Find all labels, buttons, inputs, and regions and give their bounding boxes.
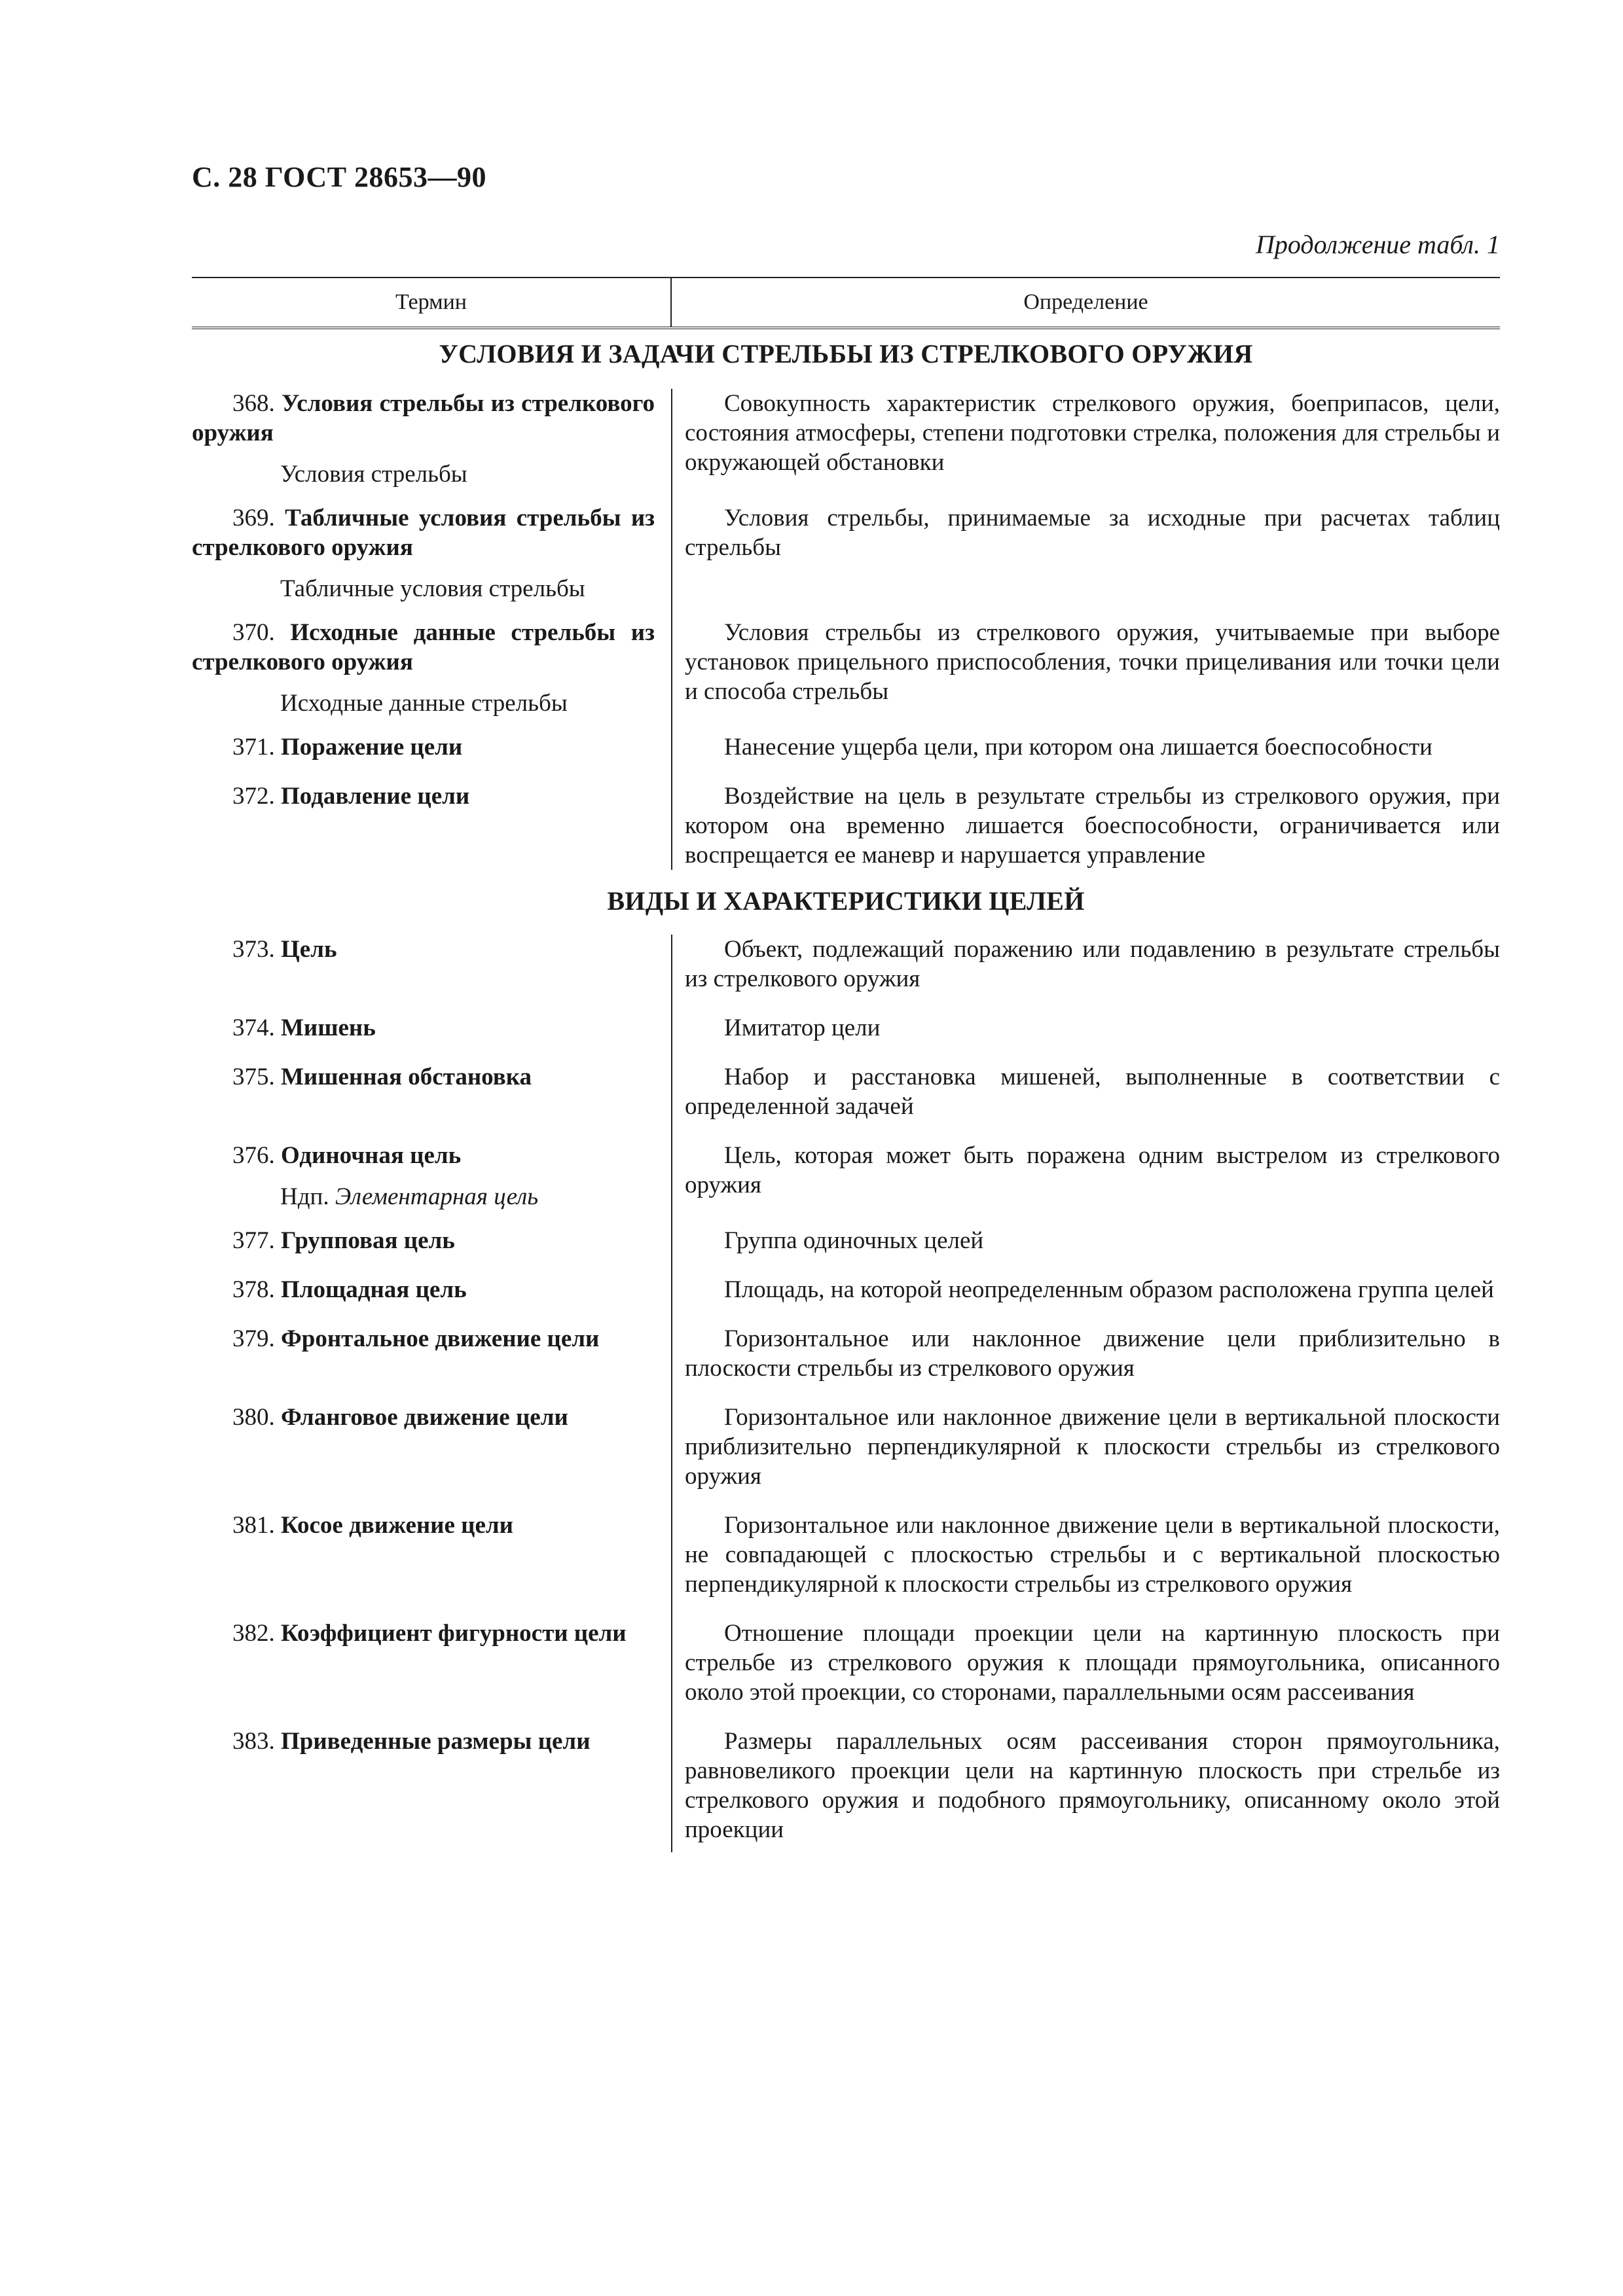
definition-cell bbox=[672, 389, 1500, 489]
deprecated-label: Ндп. bbox=[280, 1183, 329, 1210]
table-row bbox=[192, 1511, 1500, 1599]
definition-text: Воздействие на цель в результате стрельбы из стрелкового оружия, при котором она временно лишается боеспособности, ограничивается или воспрещается ее маневр и нарушается управление bbox=[685, 783, 1500, 869]
table-row bbox=[192, 618, 1500, 718]
term-cell bbox=[192, 1141, 672, 1211]
term-cell bbox=[192, 1013, 672, 1043]
term-name: Площадная цель bbox=[281, 1276, 467, 1303]
term-synonym: Условия стрельбы bbox=[280, 461, 467, 488]
definition-text: Цель, которая может быть поражена одним выстрелом из стрелкового оружия bbox=[685, 1142, 1500, 1198]
term-cell bbox=[192, 935, 672, 994]
section-rows bbox=[192, 389, 1500, 870]
term-name: Подавление цели bbox=[281, 783, 470, 810]
definition-text: Горизонтальное или наклонное движение цели приблизительно в плоскости стрельбы из стрелкового оружия bbox=[685, 1325, 1500, 1382]
term-name: Исходные данные стрельбы из стрелкового оружия bbox=[192, 619, 655, 675]
definition-cell bbox=[672, 1403, 1500, 1491]
term-number: 370. bbox=[232, 619, 275, 646]
definition-cell bbox=[672, 781, 1500, 870]
term-cell bbox=[192, 389, 672, 489]
definition-cell bbox=[672, 1013, 1500, 1043]
definition-text: Условия стрельбы из стрелкового оружия, учитываемые при выборе установок прицельного приспособления, точки прицеливания или точки цели и способа стрельбы bbox=[685, 619, 1500, 705]
term-cell bbox=[192, 1511, 672, 1599]
table-row bbox=[192, 1403, 1500, 1491]
column-header-definition: Определение bbox=[1023, 290, 1148, 314]
term-cell bbox=[192, 1727, 672, 1844]
column-header-term: Термин bbox=[192, 278, 672, 327]
term-cell bbox=[192, 1275, 672, 1304]
term-name: Мишенная обстановка bbox=[281, 1064, 532, 1090]
table-header bbox=[192, 277, 1500, 329]
definition-text: Объект, подлежащий поражению или подавлению в результате стрельбы из стрелкового оружия bbox=[685, 936, 1500, 992]
term-synonym: Табличные условия стрельбы bbox=[280, 575, 585, 602]
definition-text: Горизонтальное или наклонное движение цели в вертикальной плоскости приблизительно перпендикулярной к плоскости стрельбы из стрелкового оружия bbox=[685, 1404, 1500, 1490]
term-name: Мишень bbox=[281, 1014, 376, 1041]
term-cell bbox=[192, 618, 672, 718]
deprecated-term-name: Элементарная цель bbox=[335, 1183, 539, 1210]
table-row bbox=[192, 1324, 1500, 1383]
term-number: 372. bbox=[232, 783, 275, 810]
definition-text: Имитатор цели bbox=[724, 1014, 881, 1041]
term-name: Условия стрельбы из стрелкового оружия bbox=[192, 390, 655, 446]
term-number: 373. bbox=[232, 936, 275, 963]
term-cell bbox=[192, 1324, 672, 1383]
term-number: 368. bbox=[232, 390, 275, 417]
section-title: ВИДЫ И ХАРАКТЕРИСТИКИ ЦЕЛЕЙ bbox=[607, 886, 1085, 916]
definition-cell bbox=[672, 935, 1500, 994]
definition-text: Совокупность характеристик стрелкового оружия, боеприпасов, цели, состояния атмосферы, степени подготовки стрелка, положения для стрельбы и окружающей обстановки bbox=[685, 390, 1500, 476]
term-name: Табличные условия стрельбы из стрелкового оружия bbox=[192, 505, 655, 561]
term-name: Косое движение цели bbox=[281, 1512, 513, 1539]
definition-cell bbox=[672, 1141, 1500, 1211]
term-number: 379. bbox=[232, 1325, 275, 1352]
definition-text: Горизонтальное или наклонное движение цели в вертикальной плоскости, не совпадающей с плоскостью стрельбы и с вертикальной плоскостью перпендикулярной к плоскости стрельбы из стрелкового оружия bbox=[685, 1512, 1500, 1598]
term-number: 383. bbox=[232, 1728, 275, 1755]
definition-cell bbox=[672, 1062, 1500, 1121]
term-cell bbox=[192, 1062, 672, 1121]
term-name: Групповая цель bbox=[281, 1227, 455, 1254]
term-number: 369. bbox=[232, 505, 275, 531]
section-rows bbox=[192, 935, 1500, 1852]
deprecated-term bbox=[192, 1182, 655, 1211]
definition-cell bbox=[672, 503, 1500, 603]
term-number: 381. bbox=[232, 1512, 275, 1539]
definition-text: Отношение площади проекции цели на картинную плоскость при стрельбе из стрелкового оружия к площади прямоугольника, описанного около этой проекции, со сторонами, параллельными осям рассеивания bbox=[685, 1620, 1500, 1706]
term-number: 376. bbox=[232, 1142, 275, 1169]
table-row bbox=[192, 1226, 1500, 1255]
definition-cell bbox=[672, 732, 1500, 762]
term-cell bbox=[192, 503, 672, 603]
definition-text: Условия стрельбы, принимаемые за исходные при расчетах таблиц стрельбы bbox=[685, 505, 1500, 561]
term-cell bbox=[192, 732, 672, 762]
definition-cell bbox=[672, 618, 1500, 718]
term-cell bbox=[192, 1403, 672, 1491]
term-number: 380. bbox=[232, 1404, 275, 1431]
definition-text: Размеры параллельных осям рассеивания сторон прямоугольника, равновеликого проекции цели на картинную плоскость при стрельбе из стрелкового оружия и подобного прямоугольнику, описанному около этой проекции bbox=[685, 1728, 1500, 1843]
definition-cell bbox=[672, 1275, 1500, 1304]
term-cell bbox=[192, 781, 672, 870]
term-number: 382. bbox=[232, 1620, 275, 1647]
table-row bbox=[192, 389, 1500, 489]
term-number: 377. bbox=[232, 1227, 275, 1254]
table-row bbox=[192, 732, 1500, 762]
term-name: Одиночная цель bbox=[281, 1142, 462, 1169]
definition-text: Набор и расстановка мишеней, выполненные в соответствии с определенной задачей bbox=[685, 1064, 1500, 1120]
table-row bbox=[192, 935, 1500, 994]
section-title: УСЛОВИЯ И ЗАДАЧИ СТРЕЛЬБЫ ИЗ СТРЕЛКОВОГО ОРУЖИЯ bbox=[439, 339, 1253, 368]
term-cell bbox=[192, 1619, 672, 1707]
table-row bbox=[192, 503, 1500, 603]
term-name: Фланговое движение цели bbox=[281, 1404, 568, 1431]
term-name: Фронтальное движение цели bbox=[281, 1325, 600, 1352]
table-continuation-label: Продолжение табл. 1 bbox=[1255, 230, 1500, 259]
table-row bbox=[192, 1727, 1500, 1852]
definition-text: Группа одиночных целей bbox=[724, 1227, 984, 1254]
term-name: Цель bbox=[281, 936, 337, 963]
table-row bbox=[192, 1062, 1500, 1121]
table-row bbox=[192, 1275, 1500, 1304]
term-number: 375. bbox=[232, 1064, 275, 1090]
definition-text: Площадь, на которой неопределенным образом расположена группа целей bbox=[724, 1276, 1494, 1303]
table-row bbox=[192, 781, 1500, 870]
term-name: Коэффициент фигурности цели bbox=[281, 1620, 627, 1647]
term-name: Поражение цели bbox=[281, 734, 463, 761]
definition-cell bbox=[672, 1324, 1500, 1383]
table-row bbox=[192, 1619, 1500, 1707]
definition-text: Нанесение ущерба цели, при котором она лишается боеспособности bbox=[724, 734, 1432, 761]
table-row bbox=[192, 1141, 1500, 1211]
term-number: 378. bbox=[232, 1276, 275, 1303]
definition-cell bbox=[672, 1727, 1500, 1844]
page-header: С. 28 ГОСТ 28653—90 bbox=[192, 161, 487, 193]
definition-cell bbox=[672, 1511, 1500, 1599]
term-cell bbox=[192, 1226, 672, 1255]
definition-cell bbox=[672, 1619, 1500, 1707]
term-number: 374. bbox=[232, 1014, 275, 1041]
term-number: 371. bbox=[232, 734, 275, 761]
term-name: Приведенные размеры цели bbox=[281, 1728, 591, 1755]
table-row bbox=[192, 1013, 1500, 1043]
term-synonym: Исходные данные стрельбы bbox=[280, 690, 568, 717]
definition-cell bbox=[672, 1226, 1500, 1255]
terms-table bbox=[192, 277, 1500, 1852]
